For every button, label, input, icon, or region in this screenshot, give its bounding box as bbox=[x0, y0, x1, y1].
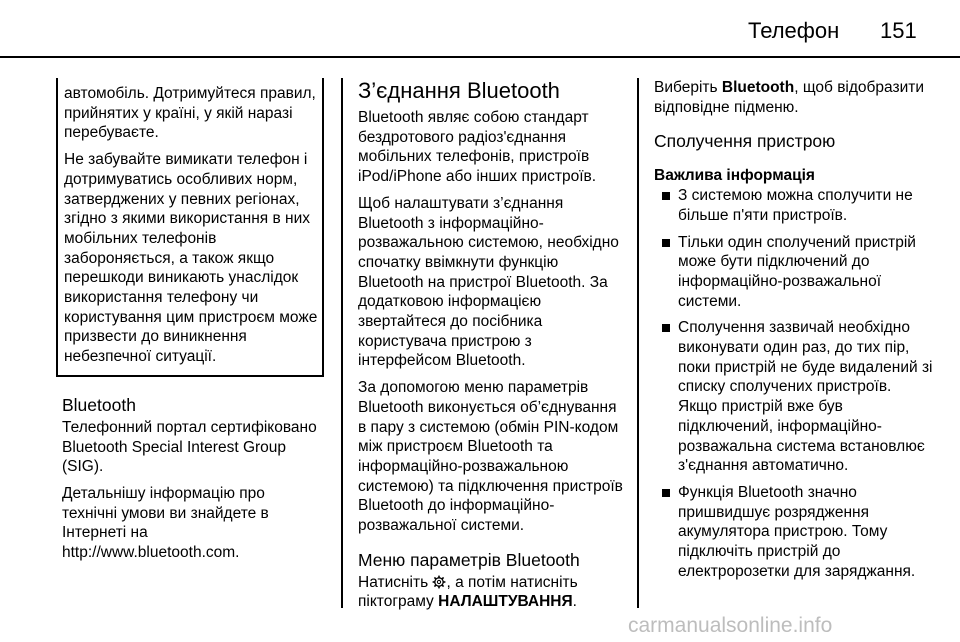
body-paragraph: Bluetooth являє собою стандарт бездротового радіоз'єднання мобільних телефонів, пристроїв iPod/iPhone або інших пристроїв. bbox=[358, 109, 597, 186]
sig-paragraph: Телефонний портал сертифіковано Bluetooth Special Interest Group (SIG). bbox=[62, 418, 317, 476]
body-paragraph: За допомогою меню параметрів Bluetooth виконується об’єднування в пару з системою (обмін PIN-кодом між пристроєм Bluetooth та інформаційно-розважальною системою) та підключення пристроїв Bluetooth до інформаційно-розважальної системи. bbox=[358, 379, 623, 535]
column-right bbox=[654, 78, 934, 588]
warning-paragraph: Не забувайте вимикати телефон і дотримуватись особливих норм, затверджених у певних регіонах, згідно з якими використання в них мобільних телефонів забороняється, а також якщо перешкоди виникають унаслідок використання телефону чи користування цим пристроєм може призвести до виникнення небезпечної ситуації. bbox=[64, 151, 318, 366]
list-item bbox=[654, 483, 934, 582]
warning-paragraph: автомобіль. Дотримуйтеся правил, прийнятих у країні, у якій наразі перебуваєте. bbox=[64, 85, 316, 142]
settings-menu-instructions bbox=[358, 573, 623, 612]
warning-box bbox=[56, 78, 324, 377]
header-divider bbox=[0, 56, 960, 58]
important-info-heading: Важлива інформація bbox=[654, 167, 815, 185]
bluetooth-option: Bluetooth bbox=[721, 79, 795, 96]
page-header-title: Телефон bbox=[748, 18, 840, 43]
page-number: 151 bbox=[880, 18, 917, 43]
intro-text: Виберіть bbox=[654, 79, 718, 96]
section-heading-bluetooth-connection: З’єднання Bluetooth bbox=[358, 78, 560, 103]
important-info-list bbox=[654, 186, 934, 581]
list-item-text: Функція Bluetooth значно пришвидшує розрядження акумулятора пристрою. Тому підключіть пристрій до електророзетки для заряджання. bbox=[678, 483, 916, 580]
bullet-square-icon bbox=[662, 489, 670, 497]
column-middle bbox=[358, 78, 623, 619]
bullet-square-icon bbox=[662, 192, 670, 200]
intro-text: , щоб відобразити відповідне підменю. bbox=[654, 79, 925, 116]
settings-gear-icon bbox=[432, 575, 446, 589]
settings-label: НАЛАШТУВАННЯ bbox=[438, 593, 573, 611]
column-divider-2 bbox=[637, 78, 639, 608]
column-left bbox=[62, 78, 324, 570]
bullet-square-icon bbox=[662, 239, 670, 247]
info-link-paragraph: Детальнішу інформацію про технічні умови ви знайдете в Інтернеті на http://www.bluetooth.com. bbox=[62, 484, 269, 562]
bluetooth-heading: Bluetooth bbox=[62, 394, 136, 415]
list-item bbox=[654, 186, 934, 225]
instruction-text: Натисніть bbox=[358, 573, 429, 591]
list-item-text: Тільки один сполучений пристрій може бути підключений до інформаційно-розважальної системи. bbox=[678, 233, 916, 310]
pairing-heading: Сполучення пристрою bbox=[654, 131, 836, 152]
watermark: carmanualsonline.info bbox=[628, 614, 833, 637]
list-item bbox=[654, 318, 934, 476]
list-item-text: З системою можна сполучити не більше п'яти пристроїв. bbox=[678, 187, 913, 224]
intro-paragraph bbox=[654, 78, 934, 117]
instruction-text: , а потім натисніть піктограму bbox=[358, 573, 578, 611]
instruction-end: . bbox=[572, 593, 577, 611]
body-paragraph: Щоб налаштувати з’єднання Bluetooth з інформаційно-розважальною системою, необхідно спочатку ввімкнути функцію Bluetooth на пристрої Bluetooth. За додатковою інформацією звертайтеся до посібника користувача пристрою з інтерфейсом Bluetooth. bbox=[358, 194, 619, 370]
list-item-text: Сполучення зазвичай необхідно виконувати один раз, до тих пір, поки пристрій не буде видалений зі списку сполучених пристроїв. Якщо пристрій вже був підключений, інформаційно-розважальна система встановлює з'єднання автоматично. bbox=[678, 319, 933, 475]
bullet-square-icon bbox=[662, 324, 670, 332]
list-item bbox=[654, 233, 934, 312]
settings-menu-heading: Меню параметрів Bluetooth bbox=[358, 549, 580, 570]
column-divider-1 bbox=[341, 78, 343, 608]
